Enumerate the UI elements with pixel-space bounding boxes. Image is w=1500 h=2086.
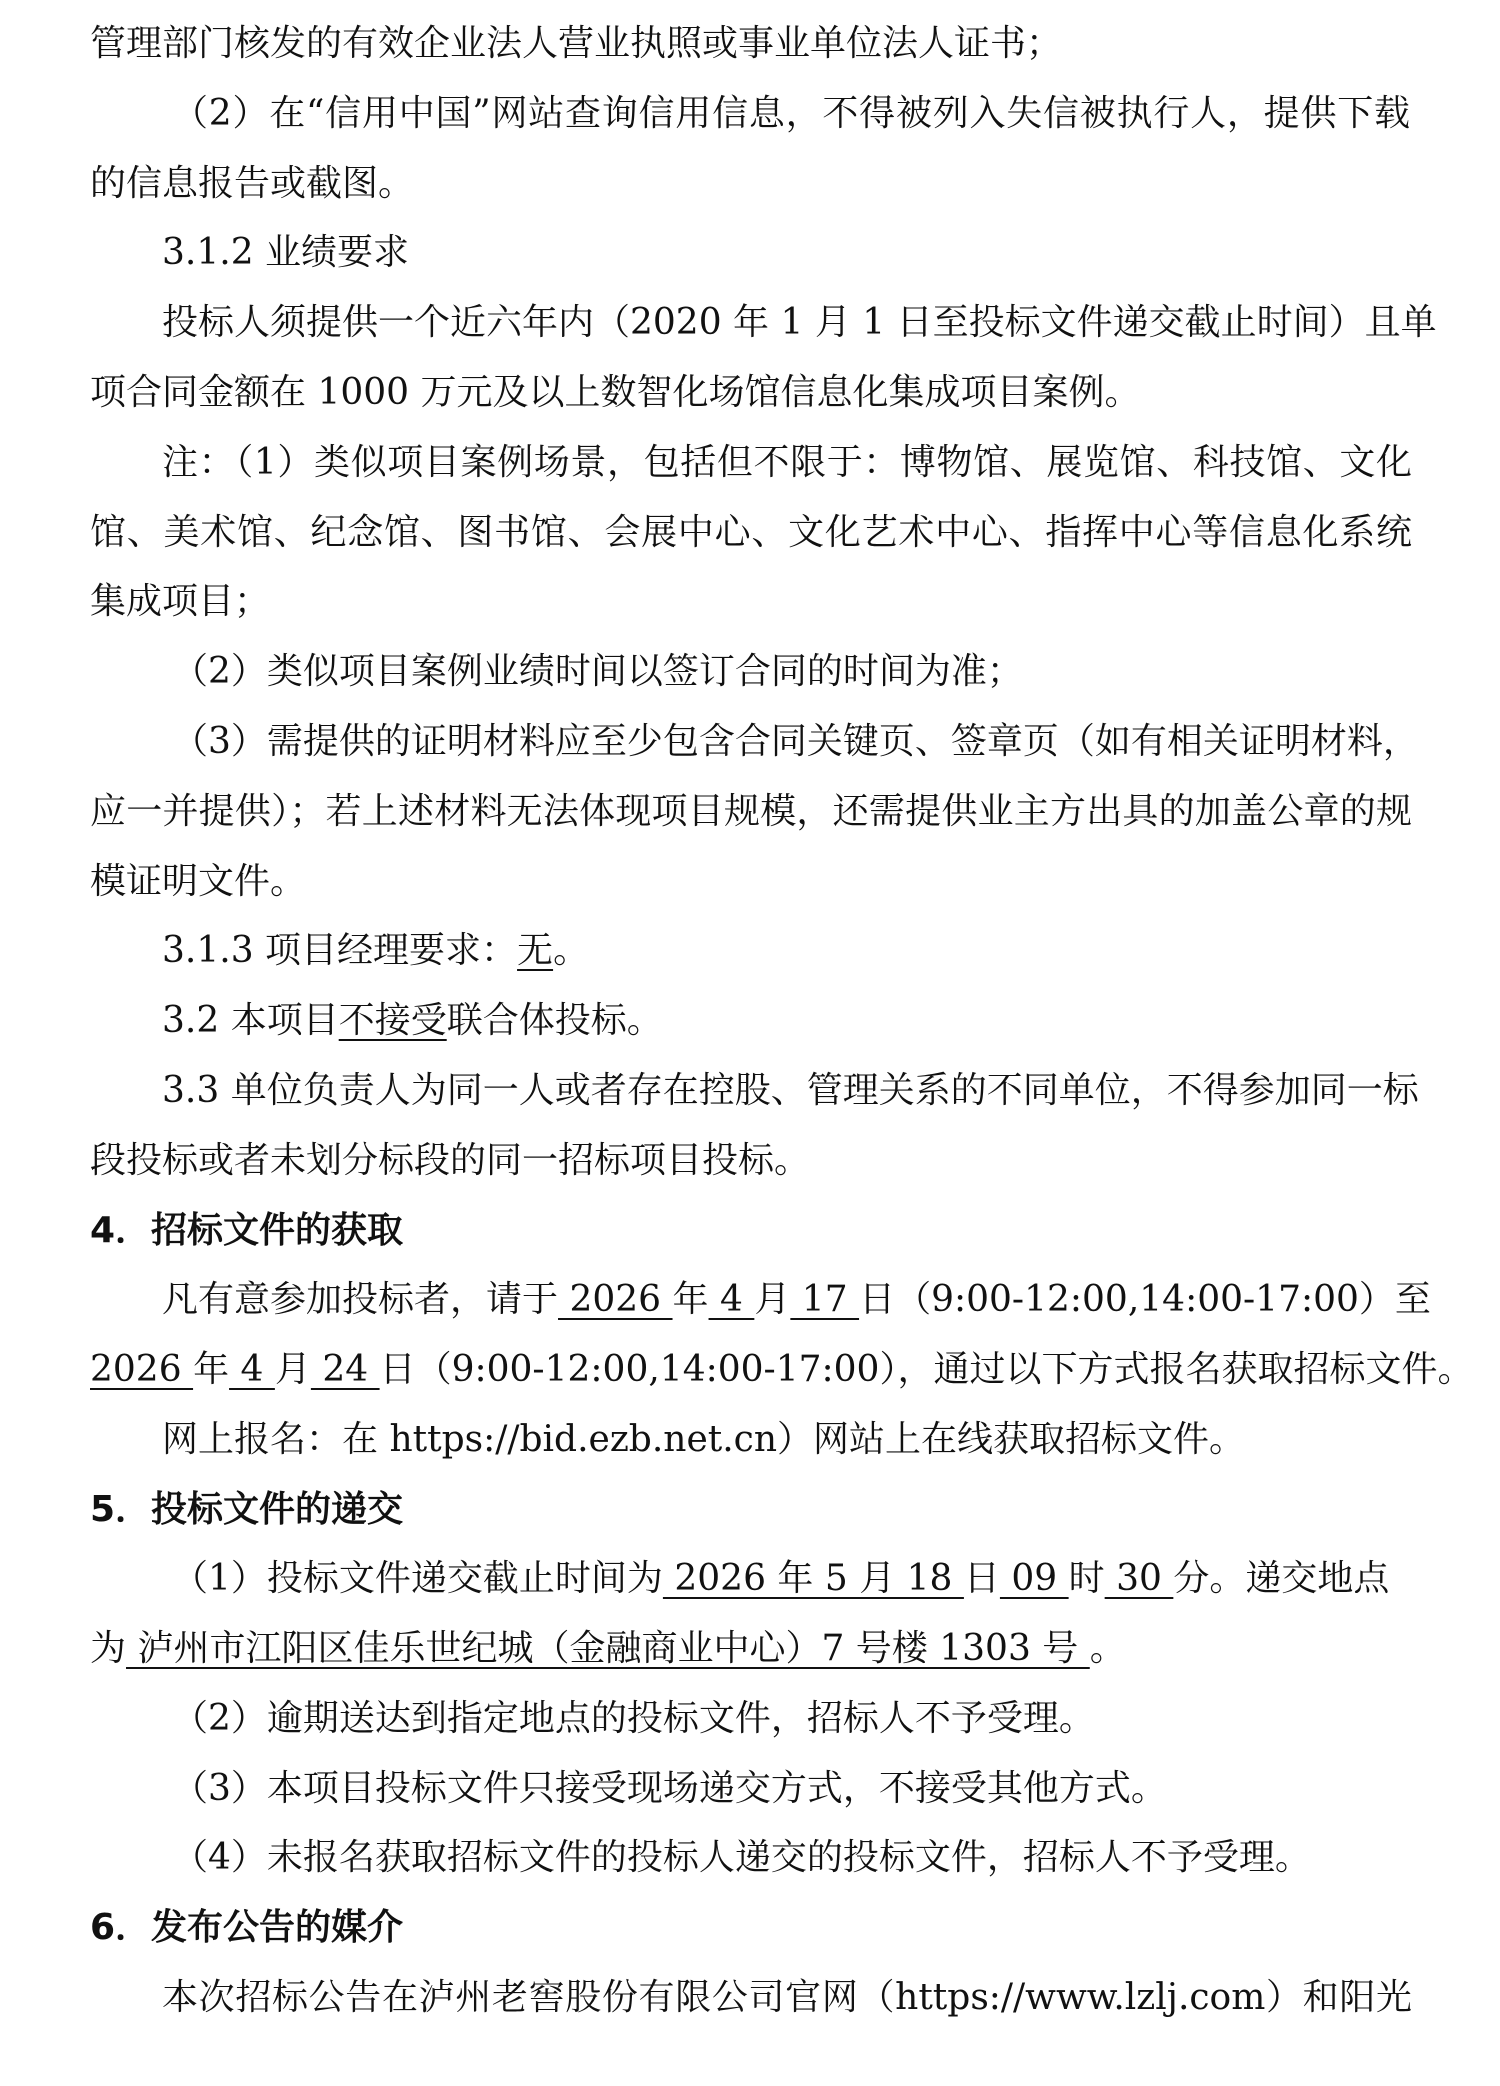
- text-segment: 月: [754, 1279, 791, 1320]
- text-line: 馆、美术馆、纪念馆、图书馆、会展中心、文化艺术中心、指挥中心等信息化系统: [90, 512, 1412, 553]
- text-segment: 凡有意参加投标者，请于: [162, 1279, 559, 1320]
- underlined-month: 4: [229, 1349, 275, 1390]
- text-line-submission-address: [0, 1623, 1500, 1675]
- text-segment: 分。递交地点: [1173, 1558, 1390, 1599]
- text-line: 的信息报告或截图。: [90, 163, 415, 204]
- text-line: （3）需提供的证明材料应至少包含合同关键页、签章页（如有相关证明材料，: [172, 721, 1419, 762]
- text-line: 管理部门核发的有效企业法人营业执照或事业单位法人证书；: [90, 23, 1063, 64]
- text-line: 集成项目；: [90, 581, 271, 622]
- text-line: （2）逾期送达到指定地点的投标文件，招标人不予受理。: [172, 1698, 1095, 1739]
- underlined-value: 不接受: [338, 1000, 447, 1041]
- text-line: （3）本项目投标文件只接受现场递交方式，不接受其他方式。: [172, 1768, 1167, 1809]
- text-line-online-registration: 网上报名：在 https://bid.ezb.net.cn）网站上在线获取招标文件。: [162, 1419, 1246, 1460]
- text-segment: 3.2 本项目: [162, 1000, 339, 1041]
- underlined-minute: 30: [1104, 1558, 1174, 1599]
- underlined-month: 4: [708, 1279, 755, 1320]
- text-segment: 。: [1089, 1628, 1126, 1669]
- text-line: 本次招标公告在泸州老窖股份有限公司官网（https://www.lzlj.com）和阳光: [162, 1977, 1412, 2018]
- text-line: 注：（1）类似项目案例场景，包括但不限于：博物馆、展览馆、科技馆、文化: [162, 442, 1412, 483]
- text-segment: 。: [553, 930, 590, 971]
- section-heading-4: 4．招标文件的获取: [90, 1210, 404, 1251]
- underlined-address: 泸州市江阳区佳乐世纪城（金融商业中心）7 号楼 1303 号: [126, 1628, 1090, 1669]
- underlined-day: 17: [790, 1279, 860, 1320]
- underlined-value: 无: [517, 930, 554, 971]
- text-segment: 3.1.3 项目经理要求：: [162, 930, 518, 971]
- text-segment: 年: [193, 1349, 230, 1390]
- text-line-project-manager: [0, 925, 1500, 977]
- underlined-hour: 09: [999, 1558, 1069, 1599]
- text-line: 段投标或者未划分标段的同一招标项目投标。: [90, 1140, 811, 1181]
- text-line-registration-period-end: [0, 1344, 1500, 1396]
- text-segment: 联合体投标。: [446, 1000, 663, 1041]
- text-line: 应一并提供）；若上述材料无法体现项目规模，还需提供业主方出具的加盖公章的规: [90, 791, 1412, 832]
- underlined-year: 2026: [90, 1349, 194, 1390]
- underlined-deadline-date: 2026 年 5 月 18: [662, 1558, 964, 1599]
- text-line: （2）类似项目案例业绩时间以签订合同的时间为准；: [172, 651, 1023, 692]
- section-heading-6: 6．发布公告的媒介: [90, 1907, 404, 1948]
- text-line: 项合同金额在 1000 万元及以上数智化场馆信息化集成项目案例。: [90, 372, 1141, 413]
- text-line: （2）在“信用中国”网站查询信用信息，不得被列入失信被执行人，提供下载: [172, 93, 1410, 134]
- text-segment: 年: [672, 1279, 709, 1320]
- text-segment: 月: [274, 1349, 311, 1390]
- text-segment: 日: [963, 1558, 1000, 1599]
- underlined-day: 24: [310, 1349, 380, 1390]
- section-heading-3-1-2: 3.1.2 业绩要求: [162, 232, 410, 273]
- text-line-deadline: [0, 1553, 1500, 1605]
- text-segment: （1）投标文件递交截止时间为: [172, 1558, 663, 1599]
- text-line: 投标人须提供一个近六年内（2020 年 1 月 1 日至投标文件递交截止时间）且单: [162, 302, 1437, 343]
- text-line-consortium: [0, 995, 1500, 1047]
- text-segment: 日（9:00-12:00,14:00-17:00）至: [859, 1279, 1431, 1320]
- text-segment: 为: [90, 1628, 127, 1669]
- text-line: （4）未报名获取招标文件的投标人递交的投标文件，招标人不予受理。: [172, 1837, 1311, 1878]
- text-segment: 时: [1068, 1558, 1105, 1599]
- text-line: 3.3 单位负责人为同一人或者存在控股、管理关系的不同单位，不得参加同一标: [162, 1070, 1419, 1111]
- underlined-year: 2026: [558, 1279, 673, 1320]
- text-segment: 日（9:00-12:00,14:00-17:00），通过以下方式报名获取招标文件。: [379, 1349, 1474, 1390]
- section-heading-5: 5．投标文件的递交: [90, 1489, 404, 1530]
- text-line-registration-period: [0, 1274, 1500, 1326]
- text-line: 模证明文件。: [90, 861, 307, 902]
